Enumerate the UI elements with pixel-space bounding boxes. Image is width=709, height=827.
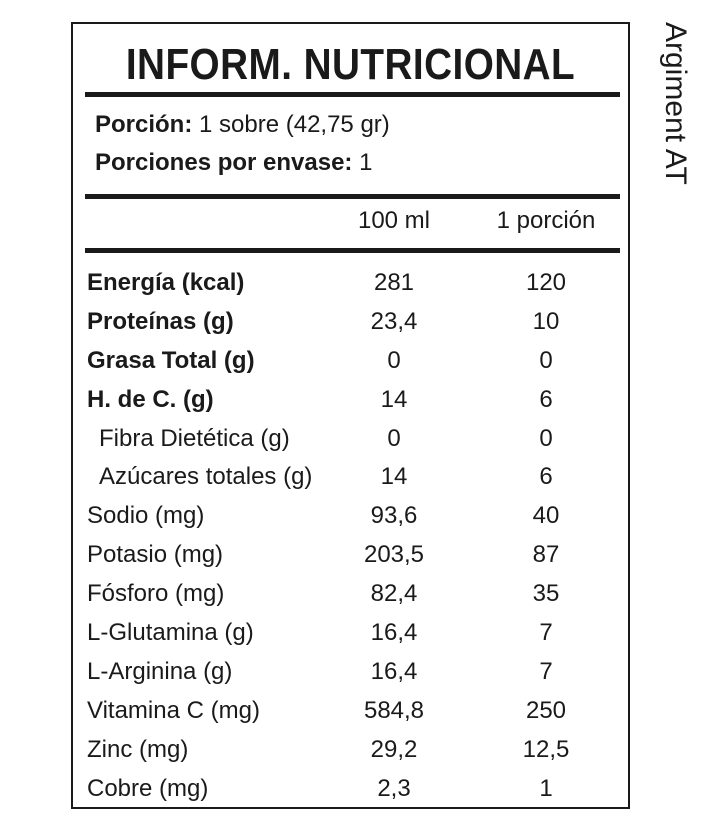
nutrient-value-100ml: 93,6 [370,502,418,530]
nutrient-value-portion: 120 [525,269,567,296]
nutrient-value-100ml: 0 [387,424,401,452]
portions-per-pack-line [95,148,372,178]
nutrition-label [71,22,630,809]
serving-divider [85,194,620,199]
nutrient-value-100ml: 14 [380,385,408,413]
nutrient-row [73,381,628,420]
nutrient-value-portion: 87 [532,541,560,569]
nutrient-name: Cobre (mg) [87,774,209,802]
nutrient-row [73,770,628,809]
nutrient-value-100ml: 82,4 [370,580,418,608]
nutrient-value-portion: 0 [539,346,553,374]
nutrient-row [73,731,628,770]
nutrient-value-portion: 1 [539,774,553,802]
nutrient-value-100ml: 14 [380,463,408,491]
nutrient-value-portion: 10 [532,307,560,335]
nutrient-value-portion: 12,5 [522,735,570,763]
nutrient-value-100ml: 2,3 [377,774,411,802]
portion-line [95,110,390,140]
nutrient-row [73,303,628,342]
nutrient-value-portion: 6 [539,385,553,413]
nutrient-value-portion: 40 [532,502,560,530]
nutrient-row [73,575,628,614]
nutrient-value-100ml: 16,4 [370,619,418,647]
nutrient-value-100ml: 0 [387,346,401,374]
product-name-vertical [657,22,697,212]
portions-per-pack-value: 1 [352,149,373,176]
nutrient-name: Energía (kcal) [87,269,245,296]
column-header-portion: 1 porción [496,207,596,234]
nutrient-name: H. de C. (g) [87,385,214,413]
nutrient-name: Fibra Dietética (g) [99,424,290,452]
nutrient-name: Vitamina C (mg) [87,696,260,724]
nutrient-value-100ml: 281 [373,269,415,296]
nutrient-table [73,264,628,808]
nutrient-value-100ml: 584,8 [363,696,425,724]
portions-per-pack-label: Porciones por envase: [95,149,353,176]
nutrient-row [73,536,628,575]
nutrient-value-100ml: 23,4 [370,307,418,335]
nutrient-row [73,420,628,459]
nutrient-row [73,264,628,303]
nutrient-name: Sodio (mg) [87,502,205,530]
nutrient-row [73,653,628,692]
nutrient-value-portion: 35 [532,580,560,608]
nutrient-value-portion: 7 [539,619,553,647]
nutrient-value-100ml: 29,2 [370,735,418,763]
product-name: Argiment AT [659,22,692,185]
nutrient-row [73,458,628,497]
nutrient-row [73,614,628,653]
nutrient-value-portion: 0 [539,424,553,452]
nutrient-row [73,497,628,536]
nutrient-name: L-Arginina (g) [87,657,233,685]
column-header-100ml: 100 ml [357,207,431,234]
nutrient-value-portion: 6 [539,463,553,491]
nutrient-row [73,692,628,731]
portion-label: Porción: [95,111,193,138]
nutrient-value-portion: 250 [525,696,567,724]
nutrient-name: Potasio (mg) [87,541,224,569]
nutrient-value-100ml: 203,5 [363,541,425,569]
nutrient-name: L-Glutamina (g) [87,619,254,647]
nutrient-name: Azúcares totales (g) [99,463,313,491]
label-title: INFORM. NUTRICIONAL [125,40,576,89]
header-divider [85,248,620,253]
nutrient-name: Zinc (mg) [87,735,189,763]
nutrient-row [73,342,628,381]
nutrient-name: Fósforo (mg) [87,580,225,608]
portion-value: 1 sobre (42,75 gr) [192,111,390,138]
nutrient-name: Grasa Total (g) [87,346,255,374]
nutrient-value-portion: 7 [539,657,553,685]
title-divider [85,92,620,97]
nutrient-name: Proteínas (g) [87,307,234,335]
nutrient-value-100ml: 16,4 [370,657,418,685]
